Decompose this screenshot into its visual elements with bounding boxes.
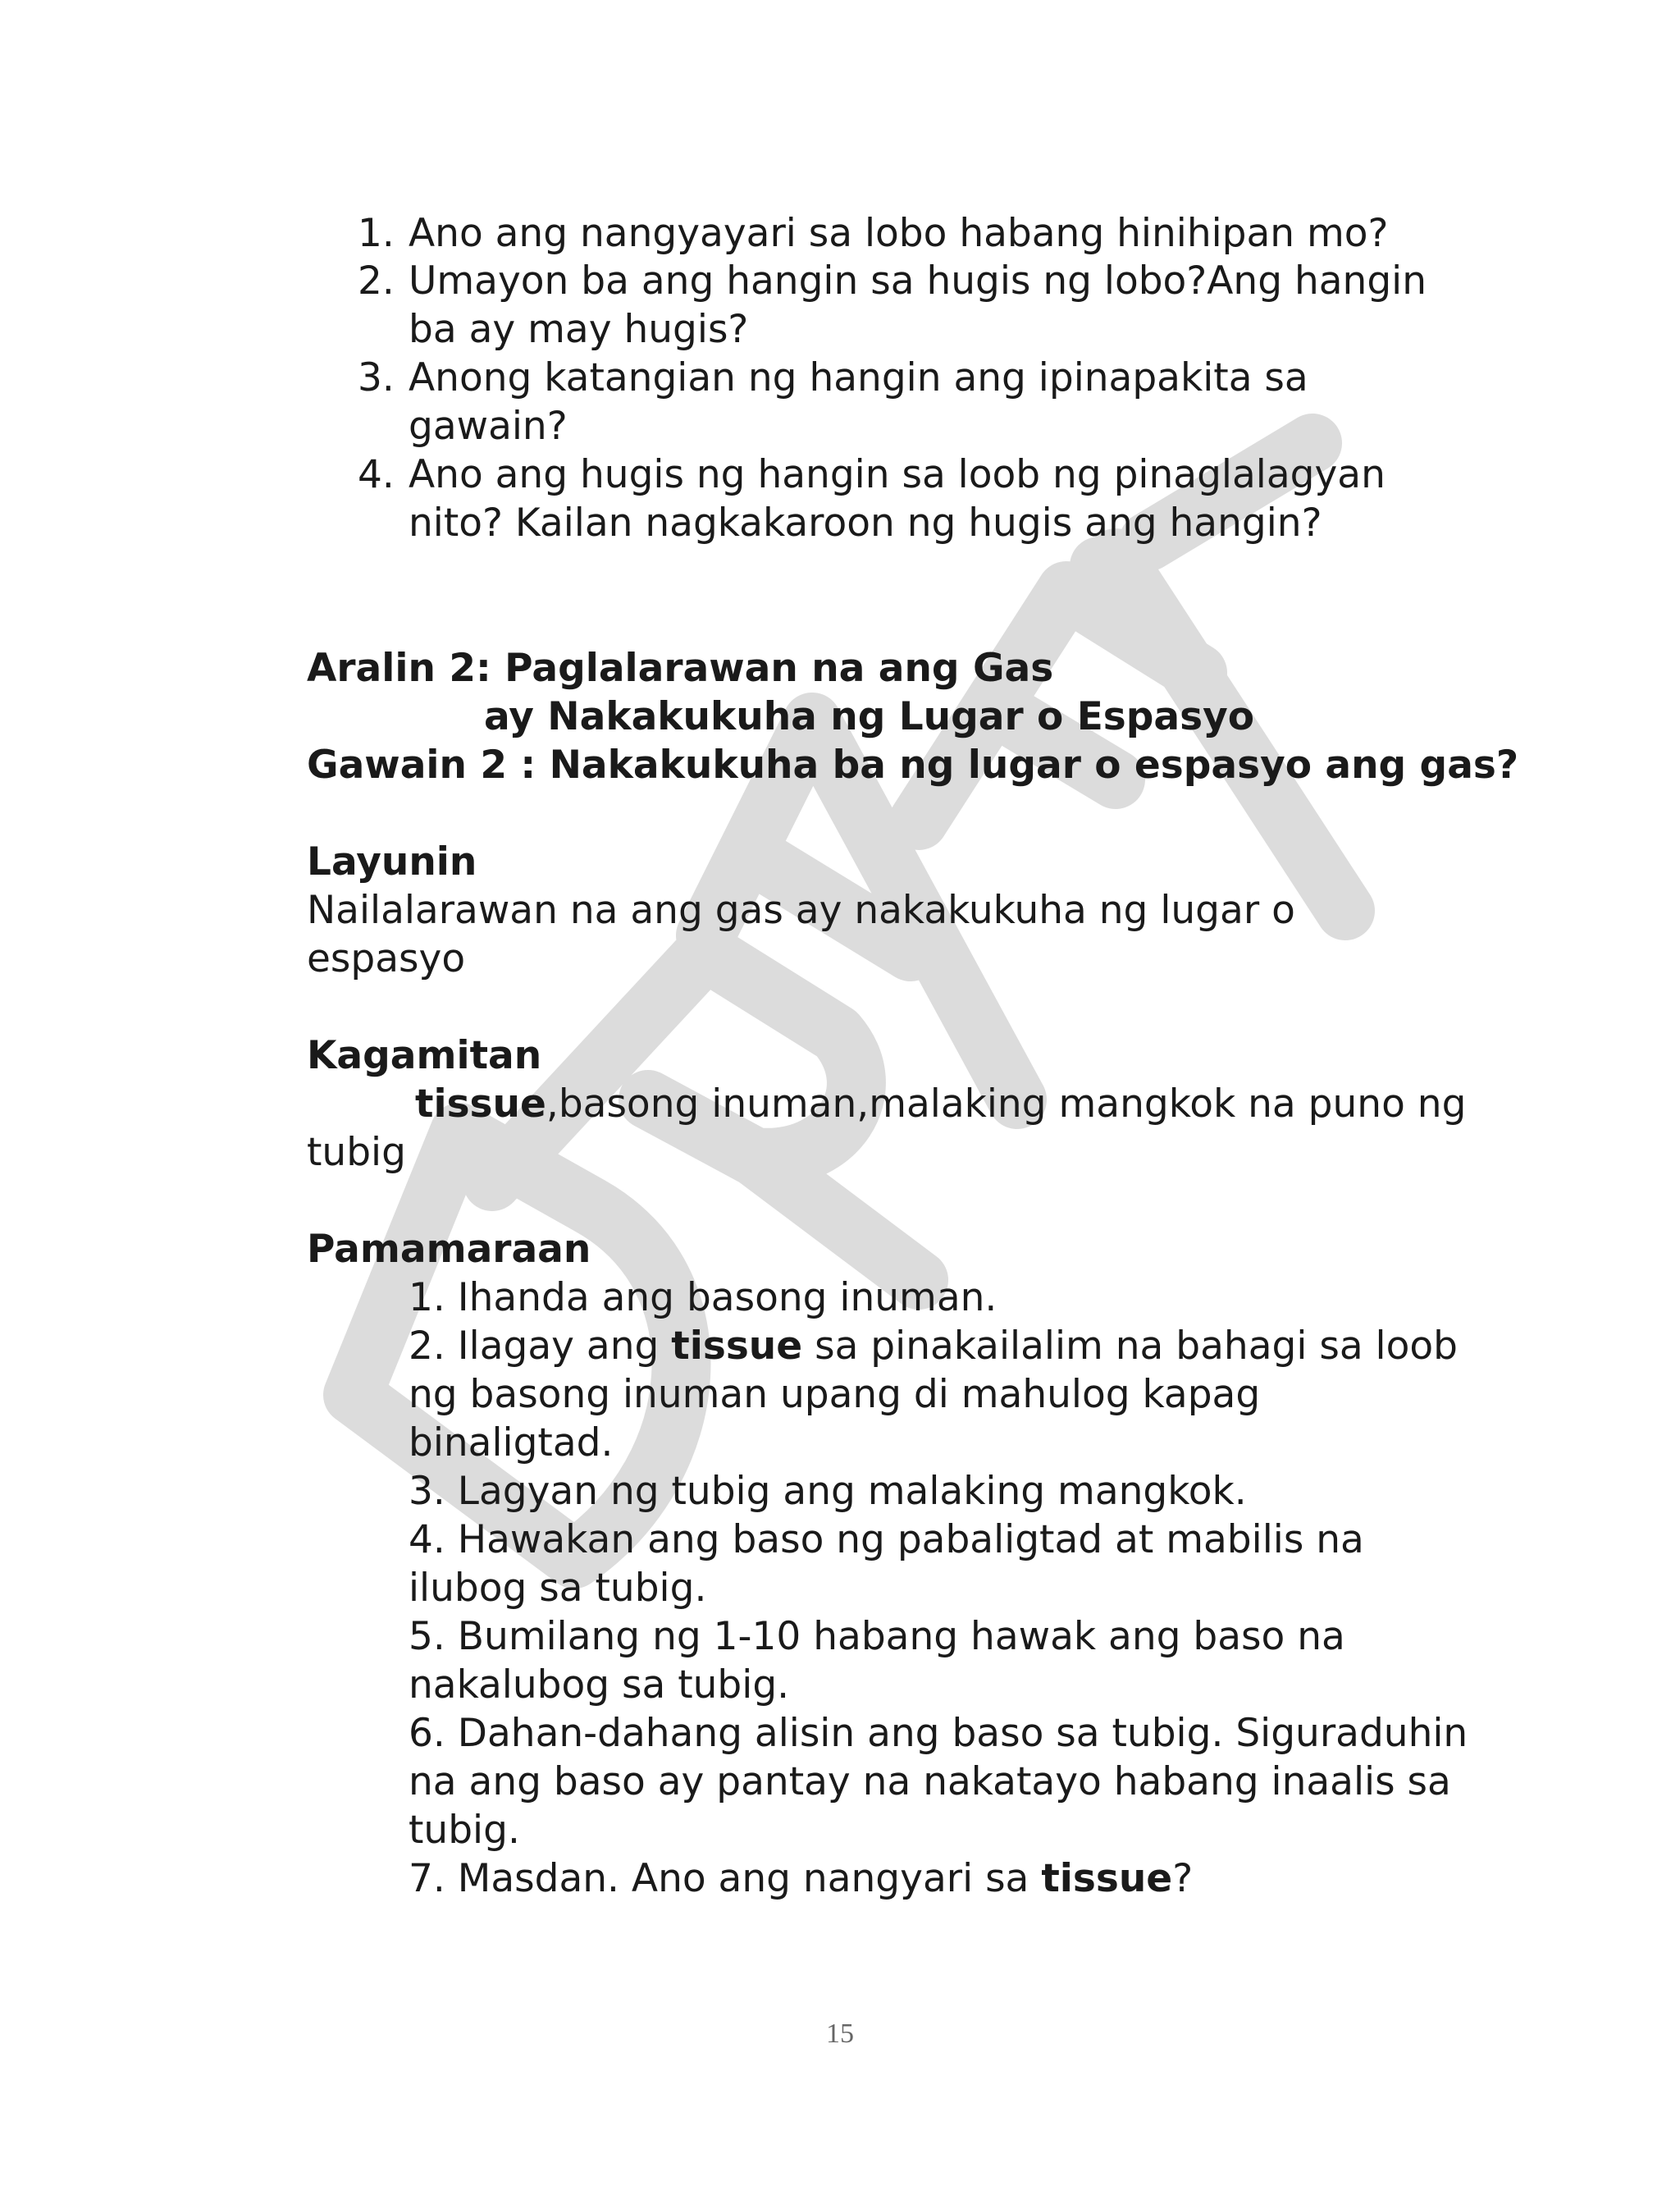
objective-heading: Layunin [307,839,477,885]
lesson-title: Aralin 2: Paglalarawan na ang Gas [307,646,1054,691]
question-text: gawain? [409,404,568,449]
question-number: 1. [358,211,395,256]
procedure-step [409,1322,1458,1371]
activity-title: Gawain 2 : Nakakukuha ba ng lugar o espasyo ang gas? [307,743,1519,788]
procedure-step: 5. Bumilang ng 1-10 habang hawak ang baso na [409,1614,1345,1659]
materials-text: tubig [307,1130,406,1175]
question-text: nito? Kailan nagkakaroon ng hugis ang hangin? [409,501,1322,546]
question-text: Anong katangian ng hangin ang ipinapakita sa [409,355,1308,400]
question-text: Ano ang nangyayari sa lobo habang hinihipan mo? [409,211,1389,256]
procedure-step: tubig. [409,1808,520,1853]
procedure-step [409,1854,1193,1904]
step-bold-word: tissue [671,1324,803,1369]
question-text: ba ay may hugis? [409,307,749,352]
materials-heading: Kagamitan [307,1033,542,1078]
step-text: sa pinakailalim na bahagi sa loob [802,1324,1458,1369]
procedure-step: na ang baso ay pantay na nakatayo habang inaalis sa [409,1759,1451,1804]
procedure-step: 3. Lagyan ng tubig ang malaking mangkok. [409,1469,1247,1514]
procedure-step: 6. Dahan-dahang alisin ang baso sa tubig. Siguraduhin [409,1711,1468,1756]
procedure-step: ilubog sa tubig. [409,1566,707,1611]
question-text: Ano ang hugis ng hangin sa loob ng pinaglalagyan [409,452,1386,497]
materials-rest: ,basong inuman,malaking mangkok na puno ng [546,1081,1467,1127]
procedure-step: 4. Hawakan ang baso ng pabaligtad at mabilis na [409,1517,1364,1562]
procedure-heading: Pamamaraan [307,1227,591,1272]
page-number: 15 [826,2019,854,2049]
procedure-step: ng basong inuman upang di mahulog kapag [409,1372,1261,1417]
materials-text [415,1080,1466,1129]
question-number: 4. [358,452,395,497]
question-text: Umayon ba ang hangin sa hugis ng lobo?Ang hangin [409,258,1427,304]
objective-text: Nailalarawan na ang gas ay nakakukuha ng lugar o [307,888,1295,933]
lesson-subtitle: ay Nakakukuha ng Lugar o Espasyo [484,694,1255,739]
step-text: 2. Ilagay ang [409,1324,672,1369]
objective-text: espasyo [307,936,466,981]
materials-bold-word: tissue [415,1081,546,1127]
question-number: 2. [358,258,395,304]
step-text: 7. Masdan. Ano ang nangyari sa [409,1856,1042,1901]
procedure-step: nakalubog sa tubig. [409,1662,790,1708]
procedure-step: 1. Ihanda ang basong inuman. [409,1275,998,1320]
question-number: 3. [358,355,395,400]
step-bold-word: tissue [1041,1856,1173,1901]
step-text: ? [1172,1856,1194,1901]
procedure-step: binaligtad. [409,1420,614,1465]
